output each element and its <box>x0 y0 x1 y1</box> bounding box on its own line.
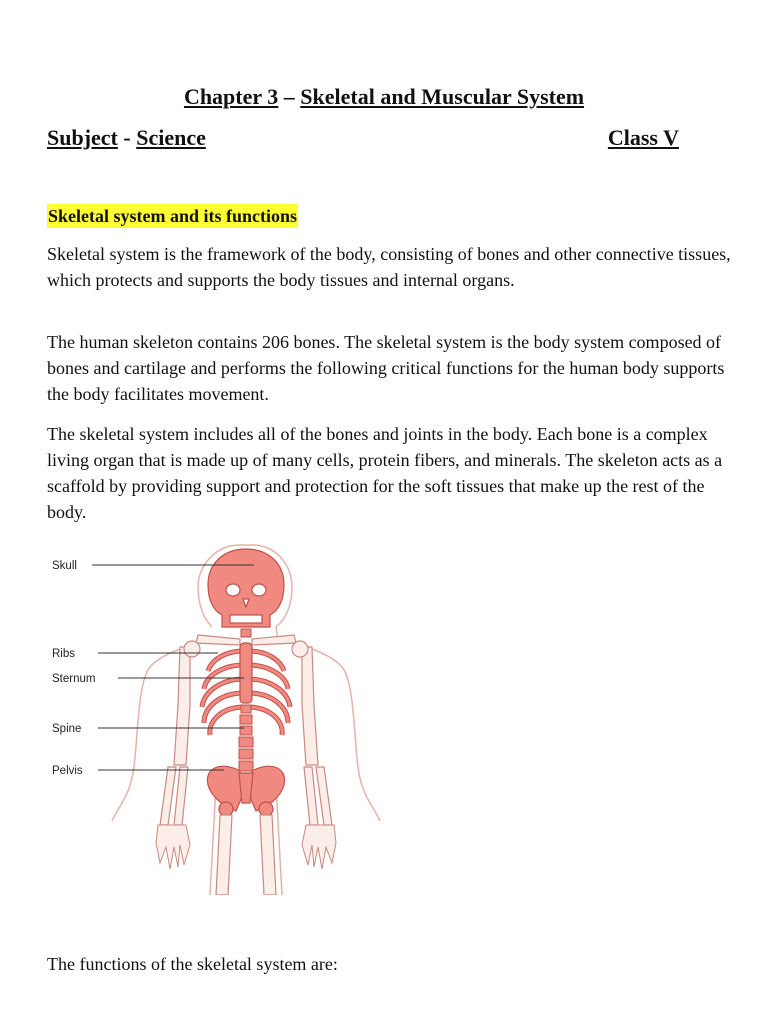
chapter-name: Skeletal and Muscular System <box>300 84 585 109</box>
label-sternum: Sternum <box>52 673 96 685</box>
skeleton-diagram <box>40 535 400 895</box>
chapter-title <box>0 84 768 110</box>
hand-bones <box>156 825 336 869</box>
label-skull: Skull <box>52 560 77 572</box>
title-dash: – <box>278 84 301 109</box>
paragraph-bone-count: The human skeleton contains 206 bones. The skeletal system is the body system composed of bones and cartilage and performs the following critical functions for the human body supports the body facilitates movement. <box>47 332 725 404</box>
label-spine: Spine <box>52 723 82 735</box>
sternum <box>240 643 252 703</box>
label-pelvis: Pelvis <box>52 765 83 777</box>
class-label: Class V <box>607 125 679 150</box>
subject-value: Science <box>136 125 206 150</box>
chapter-number: Chapter 3 <box>183 84 279 109</box>
subject-group <box>47 125 206 151</box>
paragraph-functions-intro: The functions of the skeletal system are: <box>47 954 338 974</box>
leg-bones <box>216 815 276 895</box>
subject-row <box>47 125 679 155</box>
subject-separator: - <box>117 125 137 150</box>
paragraph-definition: Skeletal system is the framework of the body, consisting of bones and other connective tissues, which protects and supports the body tissues and internal organs. <box>47 244 731 290</box>
paragraph-bones-joints: The skeletal system includes all of the bones and joints in the body. Each bone is a complex living organ that is made up of many cells, protein fibers, and minerals. The skeleton acts as a scaffold by providing support and protection for the soft tissues that make up the rest of the body. <box>47 424 723 522</box>
pelvis <box>207 766 284 816</box>
skull <box>208 549 284 627</box>
label-ribs: Ribs <box>52 648 76 660</box>
section-heading: Skeletal system and its functions <box>48 206 298 226</box>
subject-label: Subject <box>47 125 118 150</box>
